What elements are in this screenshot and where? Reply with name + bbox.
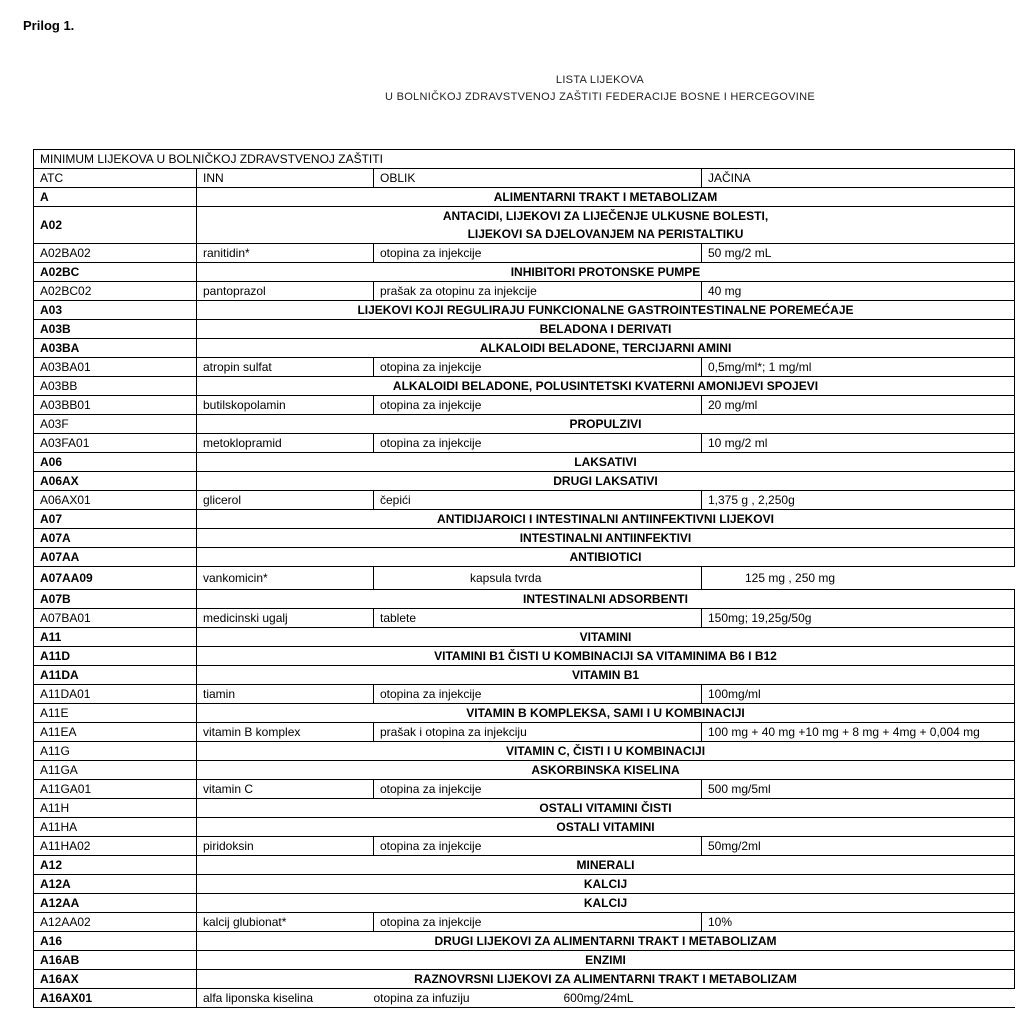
group-name: KALCIJ bbox=[197, 894, 1015, 913]
table-row-group bbox=[34, 548, 1015, 567]
table-caption-row bbox=[34, 150, 1015, 169]
table-row bbox=[34, 244, 1015, 263]
form-cell: prašak i otopina za injekciju bbox=[374, 723, 702, 742]
inn-cell: vankomicin* bbox=[197, 567, 374, 590]
inn-cell: piridoksin bbox=[197, 837, 374, 856]
table-row bbox=[34, 989, 1015, 1008]
group-name: DRUGI LAKSATIVI bbox=[197, 472, 1015, 491]
strength-cell: 10% bbox=[702, 913, 1015, 932]
inn-cell: metoklopramid bbox=[197, 434, 374, 453]
strength-cell: 0,5mg/ml*; 1 mg/ml bbox=[702, 358, 1015, 377]
atc-code: A11GA01 bbox=[34, 780, 197, 799]
atc-code: A11HA02 bbox=[34, 837, 197, 856]
inn-cell: pantoprazol bbox=[197, 282, 374, 301]
form-cell: otopina za injekcije bbox=[374, 434, 702, 453]
atc-code: A06 bbox=[34, 453, 197, 472]
atc-code: A11H bbox=[34, 799, 197, 818]
group-name: ENZIMI bbox=[197, 951, 1015, 970]
table-row-group bbox=[34, 932, 1015, 951]
group-name: ANTIBIOTICI bbox=[197, 548, 1015, 567]
group-name: INHIBITORI PROTONSKE PUMPE bbox=[197, 263, 1015, 282]
strength-cell: 1,375 g , 2,250g bbox=[702, 491, 1015, 510]
table-row-group bbox=[34, 818, 1015, 837]
header-atc: ATC bbox=[34, 169, 197, 188]
atc-code: A11 bbox=[34, 628, 197, 647]
form-cell: čepići bbox=[374, 491, 702, 510]
form-cell: otopina za infuziju bbox=[374, 989, 702, 1008]
table-row bbox=[34, 434, 1015, 453]
header-oblik: OBLIK bbox=[374, 169, 702, 188]
atc-code: A06AX bbox=[34, 472, 197, 491]
table-row-group bbox=[34, 894, 1015, 913]
table-row bbox=[34, 396, 1015, 415]
inn-cell: tiamin bbox=[197, 685, 374, 704]
atc-code: A12A bbox=[34, 875, 197, 894]
strength-cell: 20 mg/ml bbox=[702, 396, 1015, 415]
inn-cell: atropin sulfat bbox=[197, 358, 374, 377]
table-row-group bbox=[34, 951, 1015, 970]
table-row-group bbox=[34, 742, 1015, 761]
document-title bbox=[340, 72, 860, 106]
atc-code: A03BB bbox=[34, 377, 197, 396]
group-name: DRUGI LIJEKOVI ZA ALIMENTARNI TRAKT I METABOLIZAM bbox=[197, 932, 1015, 951]
atc-code: A11GA bbox=[34, 761, 197, 780]
atc-code: A03BB01 bbox=[34, 396, 197, 415]
group-name: KALCIJ bbox=[197, 875, 1015, 894]
atc-code: A07B bbox=[34, 590, 197, 609]
atc-code: A07AA bbox=[34, 548, 197, 567]
strength-cell: 50 mg/2 mL bbox=[702, 244, 1015, 263]
table-row-group bbox=[34, 263, 1015, 282]
form-cell: otopina za injekcije bbox=[374, 913, 702, 932]
atc-code: A12 bbox=[34, 856, 197, 875]
table-body bbox=[34, 188, 1015, 1008]
strength-cell: 40 mg bbox=[702, 282, 1015, 301]
group-name bbox=[197, 207, 1015, 244]
annex-label: Prilog 1. bbox=[23, 18, 75, 33]
table-row-group bbox=[34, 301, 1015, 320]
atc-code: A11HA bbox=[34, 818, 197, 837]
table-row-group bbox=[34, 875, 1015, 894]
table-row-group bbox=[34, 415, 1015, 434]
table-row bbox=[34, 837, 1015, 856]
atc-code: A12AA02 bbox=[34, 913, 197, 932]
atc-code: A11D bbox=[34, 647, 197, 666]
table-header-row bbox=[34, 169, 1015, 188]
table-row bbox=[34, 609, 1015, 628]
form-cell: otopina za injekcije bbox=[374, 358, 702, 377]
table-row bbox=[34, 491, 1015, 510]
atc-code: A03F bbox=[34, 415, 197, 434]
group-name: LAKSATIVI bbox=[197, 453, 1015, 472]
inn-cell: vitamin B komplex bbox=[197, 723, 374, 742]
table-row-group bbox=[34, 320, 1015, 339]
atc-code: A02BA02 bbox=[34, 244, 197, 263]
group-name: ALKALOIDI BELADONE, TERCIJARNI AMINI bbox=[197, 339, 1015, 358]
table-row-group bbox=[34, 510, 1015, 529]
strength-cell: 500 mg/5ml bbox=[702, 780, 1015, 799]
table-row-group bbox=[34, 628, 1015, 647]
atc-code: A02BC02 bbox=[34, 282, 197, 301]
title-line-1: LISTA LIJEKOVA bbox=[555, 74, 645, 86]
group-name: PROPULZIVI bbox=[197, 415, 1015, 434]
group-name: LIJEKOVI KOJI REGULIRAJU FUNKCIONALNE GASTROINTESTINALNE POREMEĆAJE bbox=[197, 301, 1015, 320]
group-name: RAZNOVRSNI LIJEKOVI ZA ALIMENTARNI TRAKT I METABOLIZAM bbox=[197, 970, 1015, 989]
header-inn: INN bbox=[197, 169, 374, 188]
atc-code: A16AB bbox=[34, 951, 197, 970]
atc-code: A11EA bbox=[34, 723, 197, 742]
table-row-group bbox=[34, 761, 1015, 780]
table-row bbox=[34, 780, 1015, 799]
form-cell: prašak za otopinu za injekcije bbox=[374, 282, 702, 301]
atc-code: A02BC bbox=[34, 263, 197, 282]
form-cell: otopina za injekcije bbox=[374, 780, 702, 799]
table-row bbox=[34, 358, 1015, 377]
atc-code: A07 bbox=[34, 510, 197, 529]
group-name: VITAMINI B1 ČISTI U KOMBINACIJI SA VITAMINIMA B6 I B12 bbox=[197, 647, 1015, 666]
table-row bbox=[34, 282, 1015, 301]
table-row-group bbox=[34, 207, 1015, 244]
form-cell: otopina za injekcije bbox=[374, 396, 702, 415]
group-name: INTESTINALNI ANTIINFEKTIVI bbox=[197, 529, 1015, 548]
strength-cell: 600mg/24mL bbox=[564, 989, 877, 1008]
atc-code: A03BA01 bbox=[34, 358, 197, 377]
form-cell: otopina za injekcije bbox=[374, 685, 702, 704]
strength-cell: 100 mg + 40 mg +10 mg + 8 mg + 4mg + 0,004 mg bbox=[702, 723, 1015, 742]
table-row bbox=[34, 567, 1015, 590]
table-row-group bbox=[34, 472, 1015, 491]
group-name: ASKORBINSKA KISELINA bbox=[197, 761, 1015, 780]
inn-cell: vitamin C bbox=[197, 780, 374, 799]
table-row bbox=[34, 723, 1015, 742]
strength-cell: 50mg/2ml bbox=[702, 837, 1015, 856]
table-row-group bbox=[34, 666, 1015, 685]
atc-code: A12AA bbox=[34, 894, 197, 913]
inn-cell: kalcij glubionat* bbox=[197, 913, 374, 932]
table-caption: MINIMUM LIJEKOVA U BOLNIČKOJ ZDRAVSTVENOJ ZAŠTITI bbox=[34, 150, 1015, 169]
form-cell: kapsula tvrda bbox=[374, 567, 702, 590]
strength-cell: 10 mg/2 ml bbox=[702, 434, 1015, 453]
atc-code: A16AX bbox=[34, 970, 197, 989]
group-name: BELADONA I DERIVATI bbox=[197, 320, 1015, 339]
header-jacina: JAČINA bbox=[702, 169, 1015, 188]
group-name-line-2: LIJEKOVI SA DJELOVANJEM NA PERISTALTIKU bbox=[467, 227, 744, 241]
group-name-line-1: ANTACIDI, LIJEKOVI ZA LIJEČENJE ULKUSNE BOLESTI, bbox=[442, 209, 769, 223]
atc-code: A02 bbox=[34, 207, 197, 244]
atc-code: A06AX01 bbox=[34, 491, 197, 510]
atc-code: A07BA01 bbox=[34, 609, 197, 628]
table-row bbox=[34, 913, 1015, 932]
table-row-group bbox=[34, 799, 1015, 818]
atc-code: A11E bbox=[34, 704, 197, 723]
inn-cell: butilskopolamin bbox=[197, 396, 374, 415]
group-name: VITAMIN C, ČISTI I U KOMBINACIJI bbox=[197, 742, 1015, 761]
atc-code: A16 bbox=[34, 932, 197, 951]
atc-code: A07A bbox=[34, 529, 197, 548]
table-row-group bbox=[34, 590, 1015, 609]
atc-code: A11DA bbox=[34, 666, 197, 685]
strength-cell: 125 mg , 250 mg bbox=[702, 567, 1015, 590]
strength-cell: 150mg; 19,25g/50g bbox=[702, 609, 1015, 628]
table-row-group bbox=[34, 188, 1015, 207]
medicine-list-table bbox=[33, 149, 1015, 1008]
atc-code: A03B bbox=[34, 320, 197, 339]
table-row-group bbox=[34, 647, 1015, 666]
inn-cell: medicinski ugalj bbox=[197, 609, 374, 628]
group-name: VITAMIN B1 bbox=[197, 666, 1015, 685]
table-row-group bbox=[34, 377, 1015, 396]
table-row-group bbox=[34, 856, 1015, 875]
inn-cell: alfa liponska kiselina bbox=[197, 989, 374, 1008]
form-cell: otopina za injekcije bbox=[374, 244, 702, 263]
table-row-group bbox=[34, 339, 1015, 358]
group-name: MINERALI bbox=[197, 856, 1015, 875]
table-row bbox=[34, 685, 1015, 704]
group-name: OSTALI VITAMINI ČISTI bbox=[197, 799, 1015, 818]
group-name: INTESTINALNI ADSORBENTI bbox=[197, 590, 1015, 609]
group-name: VITAMINI bbox=[197, 628, 1015, 647]
table-row-group bbox=[34, 704, 1015, 723]
inn-cell: ranitidin* bbox=[197, 244, 374, 263]
table-row-group bbox=[34, 529, 1015, 548]
atc-code: A16AX01 bbox=[34, 989, 197, 1008]
atc-code: A03 bbox=[34, 301, 197, 320]
atc-code: A bbox=[34, 188, 197, 207]
atc-code: A03FA01 bbox=[34, 434, 197, 453]
table-row-group bbox=[34, 453, 1015, 472]
group-name: ALKALOIDI BELADONE, POLUSINTETSKI KVATERNI AMONIJEVI SPOJEVI bbox=[197, 377, 1015, 396]
inn-cell: glicerol bbox=[197, 491, 374, 510]
group-name: ANTIDIJAROICI I INTESTINALNI ANTIINFEKTIVNI LIJEKOVI bbox=[197, 510, 1015, 529]
table-row-group bbox=[34, 970, 1015, 989]
form-cell: otopina za injekcije bbox=[374, 837, 702, 856]
atc-code: A03BA bbox=[34, 339, 197, 358]
atc-code: A11DA01 bbox=[34, 685, 197, 704]
form-cell: tablete bbox=[374, 609, 702, 628]
group-name: VITAMIN B KOMPLEKSA, SAMI I U KOMBINACIJI bbox=[197, 704, 1015, 723]
atc-code: A07AA09 bbox=[34, 567, 197, 590]
group-name: OSTALI VITAMINI bbox=[197, 818, 1015, 837]
group-name: ALIMENTARNI TRAKT I METABOLIZAM bbox=[197, 188, 1015, 207]
title-line-2: U BOLNIČKOJ ZDRAVSTVENOJ ZAŠTITI FEDERACIJE BOSNE I HERCEGOVINE bbox=[384, 91, 816, 103]
atc-code: A11G bbox=[34, 742, 197, 761]
strength-cell: 100mg/ml bbox=[702, 685, 1015, 704]
